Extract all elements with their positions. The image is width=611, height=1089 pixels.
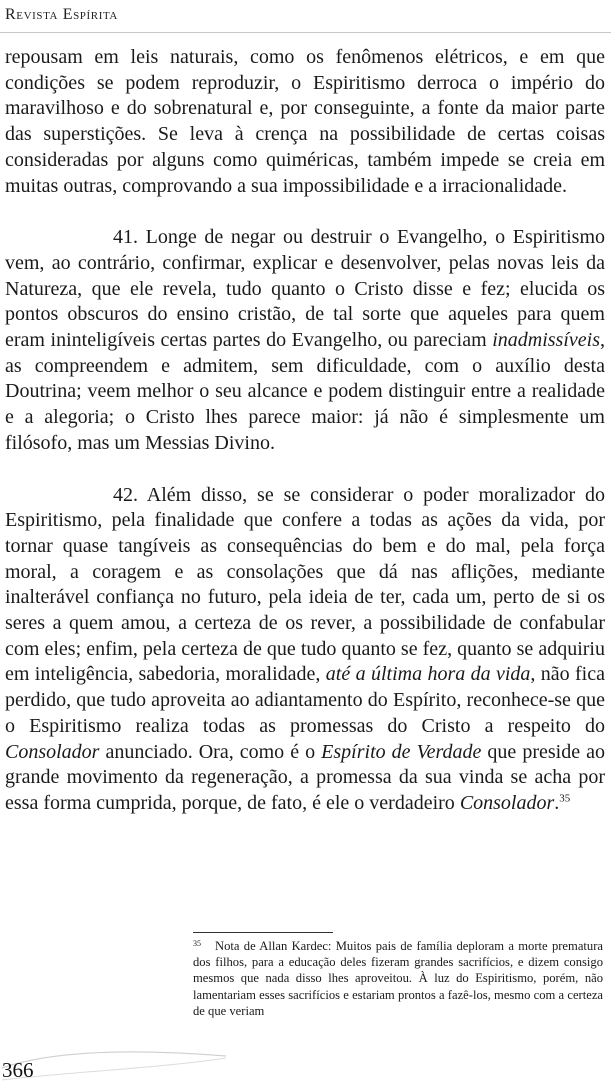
footnote-divider	[193, 932, 333, 933]
paragraph-41-text-b: , as compreendem e admitem, sem dificuldade, com o auxílio desta Doutrina; veem melhor o seu alcance e podem distinguir entre a realidade e a alegoria; o Cristo lhes parece maior: já não é simplesmente um filósofo, mas um Messias Divino.	[5, 329, 605, 454]
footnote-text: Nota de Allan Kardec: Muitos pais de família deploram a morte prematura dos filhos, para a educação deles fizeram grandes sacrifícios, e dizem consigo mesmos que nada disso lhes aproveitou. À luz do Espiritismo, porém, não lamentariam esses sacrifícios e estariam prontos a fazê-los, mesmo com a certeza de que veriam	[193, 939, 603, 1018]
paragraph-42-emphasis-1: até a última hora da vida	[325, 663, 531, 686]
running-header: Revista Espírita	[5, 6, 118, 23]
header-divider	[0, 32, 611, 33]
paragraph-41	[5, 225, 605, 456]
paragraph-41-text-a: 41. Longe de negar ou destruir o Evangelho, o Espiritismo vem, ao contrário, confirmar, explicar e desenvolver, pelas novas leis da Natureza, que ele revela, tudo quanto o Cristo disse e fez; elucida os pontos obscuros do ensino cristão, de tal sorte que aqueles para quem eram ininteligíveis certas partes do Evangelho, ou pareciam	[5, 226, 605, 352]
paragraph-42-text-b: , não fica perdido, que tudo aproveita ao adiantamento do Espírito, reconhece-se que o Espiritismo realiza todas as promessas do Cristo a respeito do	[5, 663, 605, 737]
page-number: 366	[2, 1058, 34, 1082]
paragraph-42	[5, 483, 605, 817]
paragraph-42-text-a: 42. Além disso, se se considerar o poder moralizador do Espiritismo, pela finalidade que confere a todas as ações da vida, por tornar quase tangíveis as consequências do bem e do mal, pela força moral, a coragem e as consolações que dá nas aflições, mediante inalterável confiança no futuro, pela ideia de ter, cada um, perto de si os seres a quem amou, a certeza de os rever, a possibilidade de confabular com eles; enfim, pela certeza de que tudo quanto se fez, quanto se adquiriu em inteligência, sabedoria, moralidade,	[5, 483, 605, 686]
paragraph-42-text-c: anunciado. Ora, como é o	[99, 740, 322, 763]
paragraph-42-emphasis-3: Espírito de Verdade	[321, 740, 482, 763]
footnote-number: 35	[193, 939, 201, 948]
footnote-reference[interactable]: 35	[559, 792, 571, 805]
paragraph-42-text-e: .	[554, 791, 560, 814]
page-number-swoosh-decoration	[0, 1038, 230, 1082]
footnote	[193, 938, 603, 1019]
paragraph-42-emphasis-4: Consolador	[459, 791, 555, 814]
paragraph-41-emphasis: inadmissíveis	[492, 329, 600, 352]
paragraph-42-text-d: que preside ao grande movimento da regeneração, a promessa da sua vinda se acha por essa forma cumprida, porque, de fato, é ele o verdadeiro	[5, 740, 605, 814]
paragraph-continuation: repousam em leis naturais, como os fenômenos elétricos, e em que condições se podem reproduzir, o Espiritismo derroca o império do maravilhoso e do sobrenatural e, por conseguinte, a fonte da maior parte das superstições. Se leva à crença na possibilidade de certas coisas consideradas por alguns como quiméricas, também impede se creia em muitas outras, comprovando a sua impossibilidade e a irracionalidade.	[5, 46, 605, 197]
main-text	[5, 45, 605, 817]
paragraph-42-emphasis-2: Consolador	[5, 740, 100, 763]
